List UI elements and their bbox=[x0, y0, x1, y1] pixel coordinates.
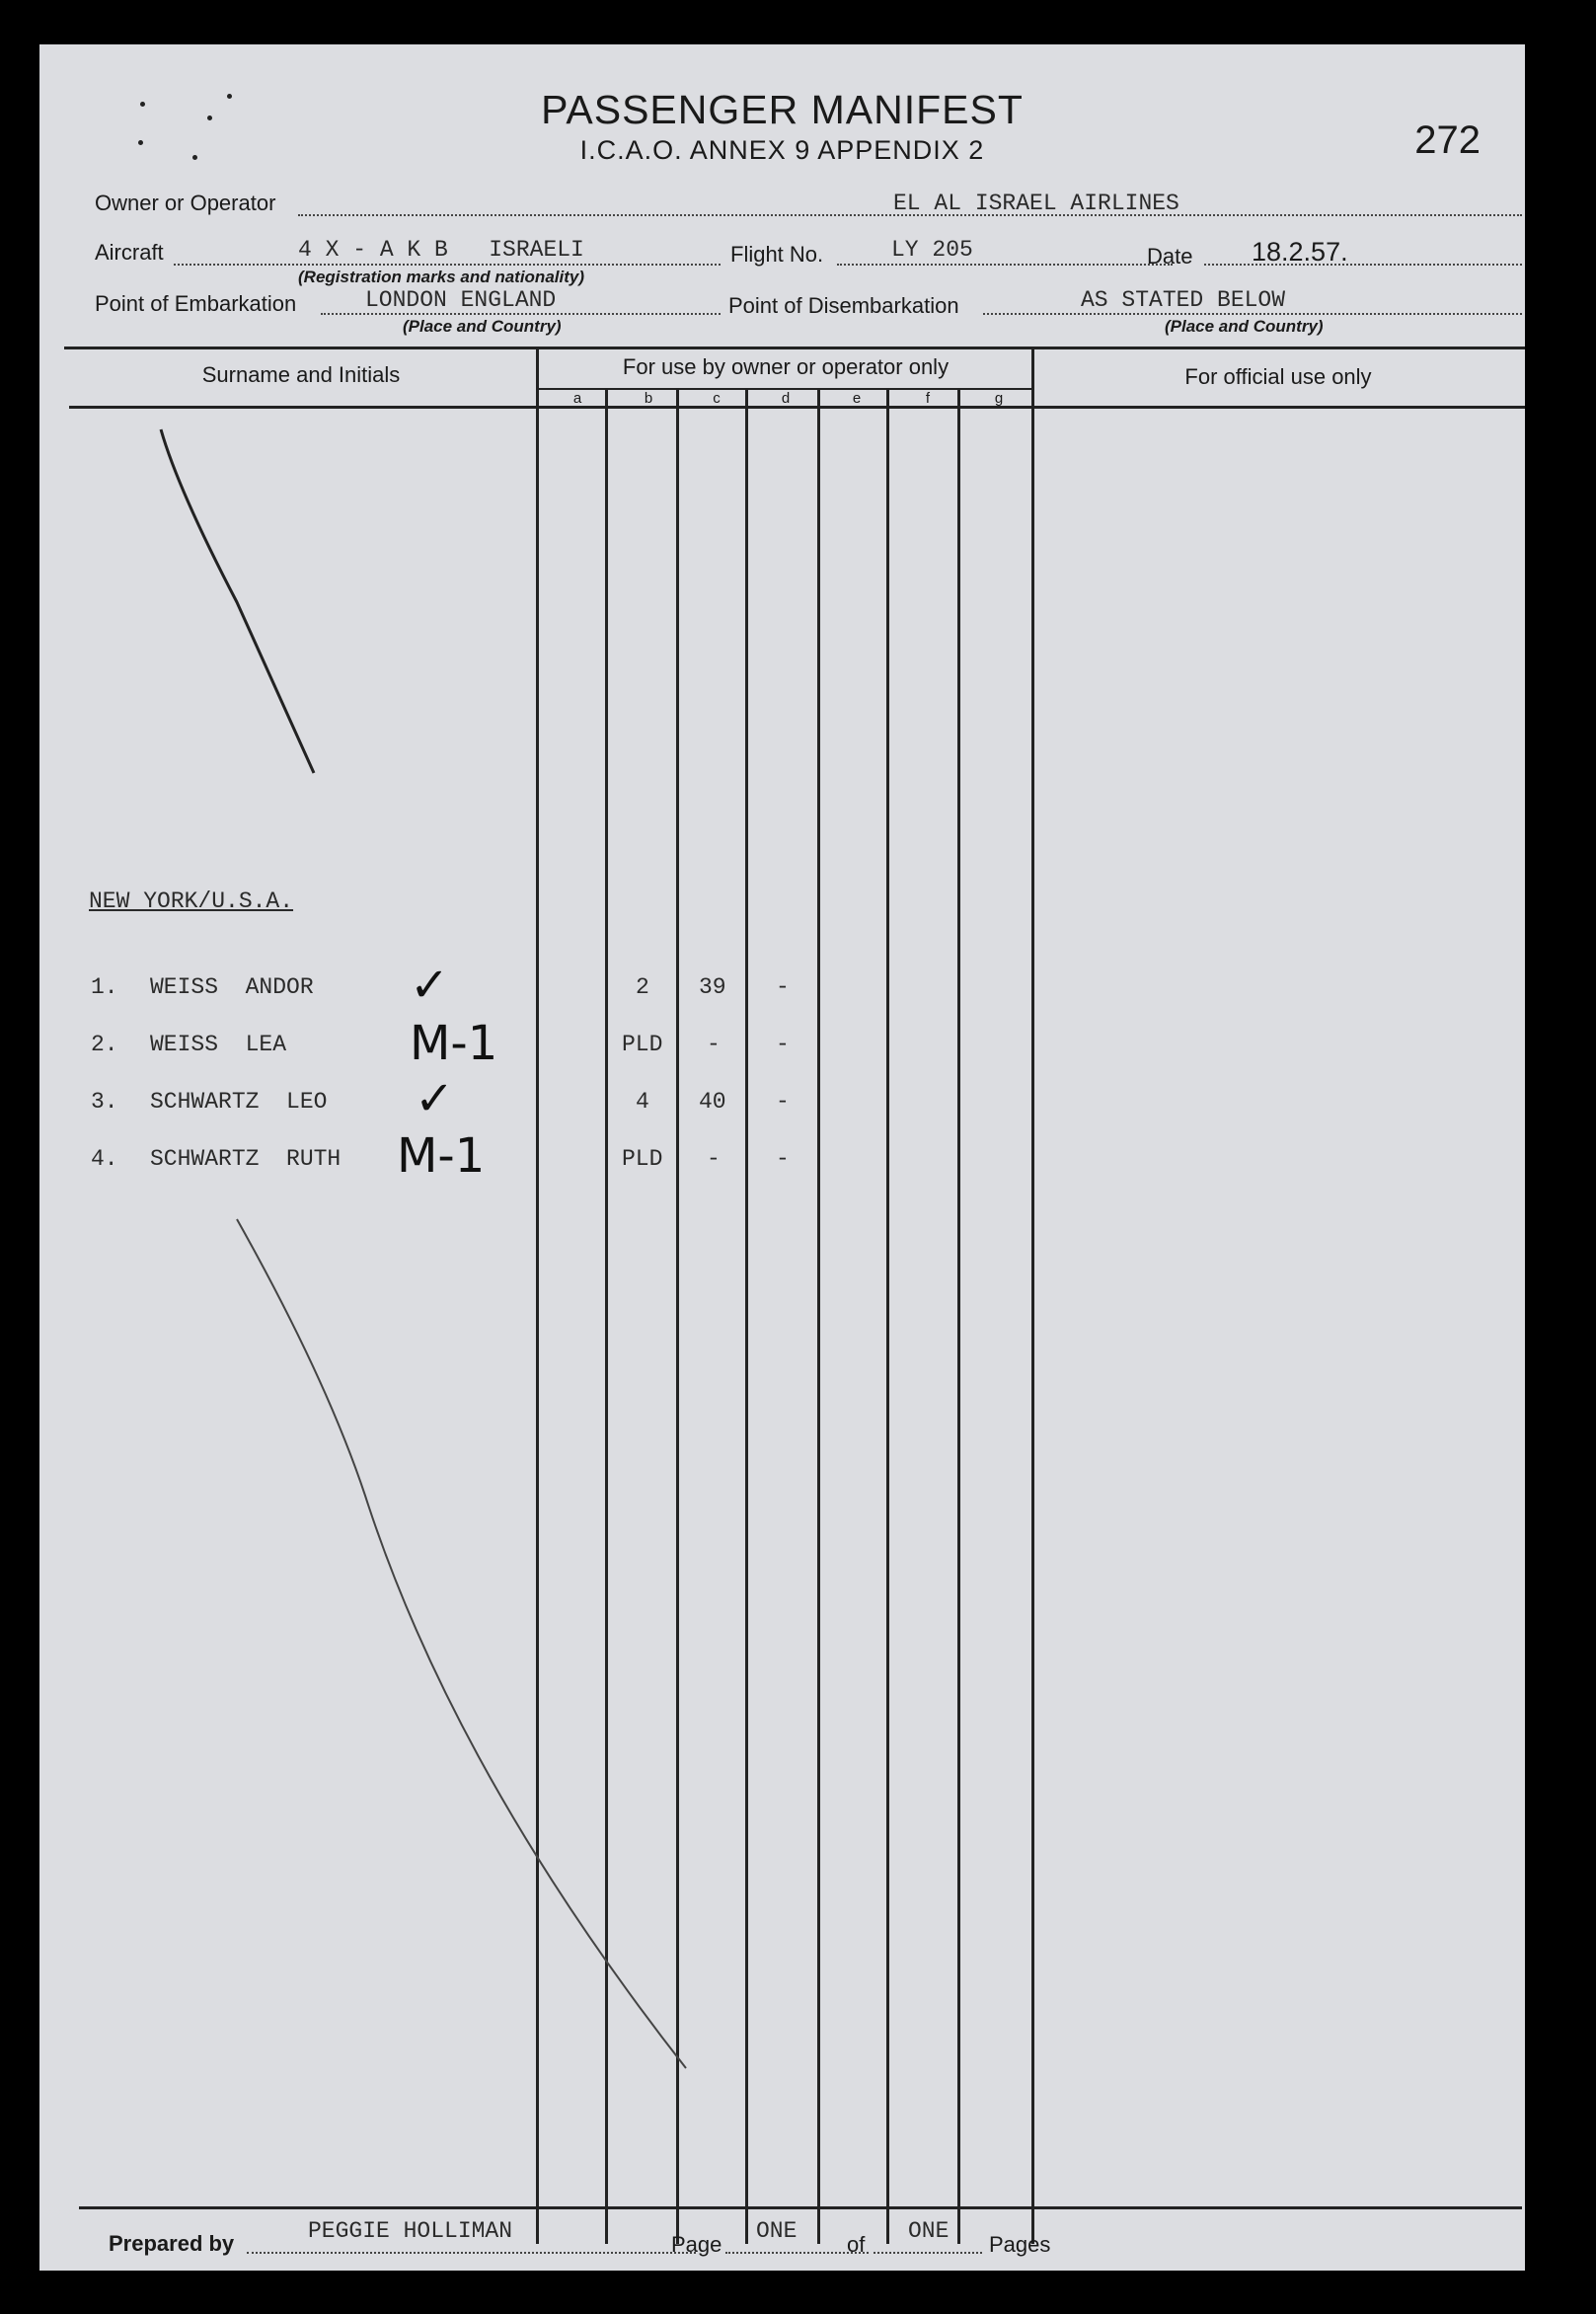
page-number: 272 bbox=[1414, 118, 1481, 162]
row-number: 4. bbox=[91, 1146, 118, 1172]
row-number: 1. bbox=[91, 974, 118, 1000]
date-value: 18.2.57. bbox=[1252, 237, 1348, 267]
prepared-dotted-line bbox=[247, 2252, 696, 2254]
disembarkation-label: Point of Disembarkation bbox=[728, 293, 959, 318]
destination-heading: NEW YORK/U.S.A. bbox=[89, 888, 294, 914]
passenger-name: SCHWARTZ LEO bbox=[150, 1089, 328, 1115]
col-surname-header: Surname and Initials bbox=[201, 362, 401, 387]
cell-c: - bbox=[707, 1032, 721, 1057]
cell-d: - bbox=[776, 1089, 790, 1115]
row-number: 2. bbox=[91, 1032, 118, 1057]
col-letter-c: c bbox=[713, 390, 721, 407]
col-letter-f: f bbox=[925, 390, 931, 407]
col-letter-b: b bbox=[644, 390, 653, 407]
pen-strike-lower bbox=[237, 1219, 686, 2068]
date-label: Date bbox=[1147, 244, 1193, 269]
aircraft-label: Aircraft bbox=[95, 240, 164, 265]
pen-strike-upper bbox=[161, 429, 314, 773]
aircraft-sublabel: (Registration marks and nationality) bbox=[298, 268, 584, 286]
of-dotted-line bbox=[874, 2252, 982, 2254]
page-label: Page bbox=[671, 2232, 722, 2257]
col-letter-d: d bbox=[781, 390, 791, 407]
cell-b: 4 bbox=[636, 1089, 649, 1115]
col-letter-g: g bbox=[994, 390, 1004, 407]
prepared-by-value: PEGGIE HOLLIMAN bbox=[308, 2218, 513, 2244]
col-letter-a: a bbox=[572, 390, 582, 407]
col-owner-use-header: For use by owner or operator only bbox=[622, 354, 950, 379]
embarkation-sublabel: (Place and Country) bbox=[403, 317, 562, 336]
page-subtitle: I.C.A.O. ANNEX 9 APPENDIX 2 bbox=[579, 135, 985, 165]
page-value: ONE bbox=[756, 2218, 798, 2244]
flight-value: LY 205 bbox=[891, 237, 973, 263]
owner-value: EL AL ISRAEL AIRLINES bbox=[893, 191, 1179, 216]
embarkation-value: LONDON ENGLAND bbox=[365, 287, 557, 313]
cell-d: - bbox=[776, 1032, 790, 1057]
handwritten-checkmark: ✓ bbox=[410, 958, 450, 1013]
handwritten-mark: M-1 bbox=[410, 1016, 498, 1071]
owner-label: Owner or Operator bbox=[95, 191, 276, 215]
disembarkation-value: AS STATED BELOW bbox=[1081, 287, 1286, 313]
col-letter-e: e bbox=[852, 390, 862, 407]
of-value: ONE bbox=[908, 2218, 950, 2244]
aircraft-value: 4 X - A K B ISRAELI bbox=[298, 237, 584, 263]
cell-d: - bbox=[776, 1146, 790, 1172]
footer-rule bbox=[79, 2206, 1522, 2209]
cell-c: 40 bbox=[699, 1089, 726, 1115]
passenger-name: SCHWARTZ RUTH bbox=[150, 1146, 342, 1172]
handwritten-mark: M-1 bbox=[397, 1128, 486, 1184]
pen-strokes bbox=[39, 44, 1525, 2271]
cell-b: PLD bbox=[622, 1032, 663, 1057]
passenger-name: WEISS LEA bbox=[150, 1032, 287, 1057]
page-title: PASSENGER MANIFEST bbox=[541, 87, 1024, 132]
cell-b: 2 bbox=[636, 974, 649, 1000]
cell-c: - bbox=[707, 1146, 721, 1172]
flight-label: Flight No. bbox=[730, 242, 824, 267]
passenger-name: WEISS ANDOR bbox=[150, 974, 314, 1000]
row-number: 3. bbox=[91, 1089, 118, 1115]
manifest-sheet bbox=[39, 44, 1525, 2271]
of-label: of bbox=[847, 2232, 866, 2257]
cell-d: - bbox=[776, 974, 790, 1000]
cell-b: PLD bbox=[622, 1146, 663, 1172]
disembarkation-sublabel: (Place and Country) bbox=[1165, 317, 1324, 336]
pages-label: Pages bbox=[989, 2232, 1051, 2257]
col-official-header: For official use only bbox=[1184, 364, 1372, 389]
cell-c: 39 bbox=[699, 974, 726, 1000]
handwritten-checkmark: ✓ bbox=[415, 1071, 455, 1126]
embarkation-label: Point of Embarkation bbox=[95, 291, 297, 316]
prepared-by-label: Prepared by bbox=[109, 2231, 235, 2256]
